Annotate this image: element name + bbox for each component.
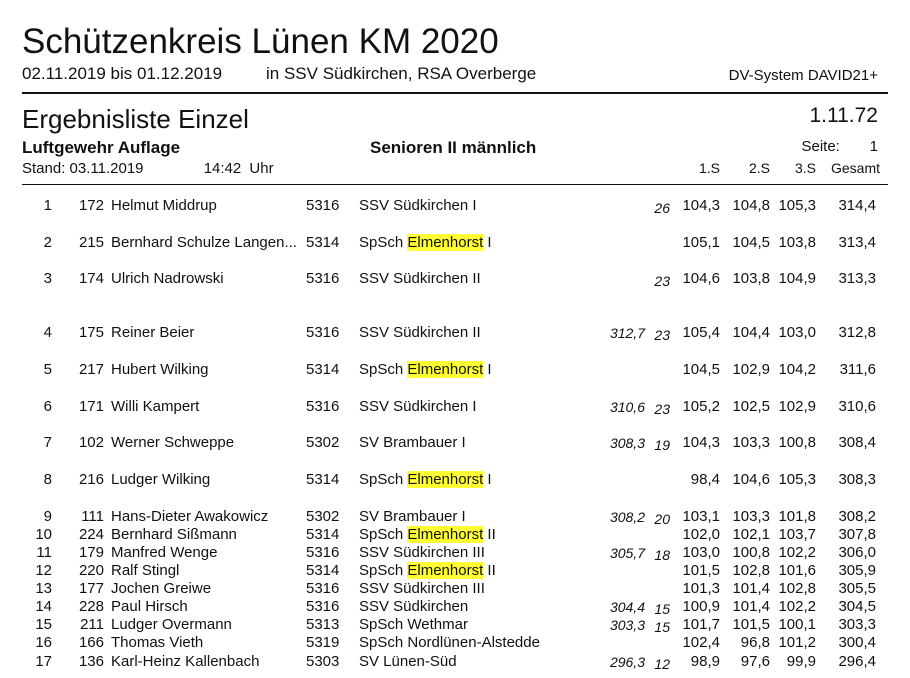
list-title: Ergebnisliste Einzel (22, 104, 249, 134)
club-name-highlight: Elmenhorst (407, 562, 484, 579)
start-number: 166 (78, 634, 104, 651)
series-2: 100,8 (732, 544, 770, 561)
extra-score: 296,3 (609, 654, 645, 670)
shooter-name: Hubert Wilking (111, 361, 209, 378)
shooter-name: Bernhard Sißmann (111, 526, 237, 543)
place: 15 (35, 616, 52, 633)
club-name-highlight: Elmenhorst (407, 471, 484, 488)
table-row (0, 544, 910, 562)
place: 10 (35, 526, 52, 543)
start-number: 228 (78, 598, 104, 615)
table-row (0, 234, 910, 252)
start-number: 102 (78, 434, 104, 451)
series-1: 101,5 (682, 562, 720, 579)
series-2: 101,4 (732, 580, 770, 597)
club-name (359, 361, 492, 379)
start-number: 177 (78, 580, 104, 597)
column-divider (22, 184, 888, 185)
event-location: in SSV Südkirchen, RSA Overberge (266, 64, 537, 83)
table-row (0, 653, 910, 671)
table-row (0, 197, 910, 215)
shooter-name: Ludger Overmann (111, 616, 232, 633)
series-3: 102,9 (778, 398, 816, 415)
shooter-name: Reiner Beier (111, 324, 195, 341)
start-number: 111 (81, 508, 104, 525)
series-3: 102,2 (778, 544, 816, 561)
page-label: Seite: (801, 138, 840, 155)
header-divider (22, 92, 888, 94)
tie-break: 23 (654, 273, 670, 289)
club-number: 5302 (306, 508, 340, 525)
series-1: 98,4 (690, 471, 720, 488)
extra-score: 308,3 (609, 435, 645, 451)
club-name-highlight: Elmenhorst (407, 361, 484, 378)
series-3: 100,1 (778, 616, 816, 633)
series-3: 103,0 (778, 324, 816, 341)
start-number: 171 (78, 398, 104, 415)
club-name (359, 616, 468, 634)
series-2: 104,5 (732, 234, 770, 251)
event-period: 02.11.2019 bis 01.12.2019 (22, 64, 223, 83)
start-number: 174 (78, 270, 104, 287)
club-name-part: SSV Südkirchen III (359, 580, 485, 597)
club-name-part: SSV Südkirchen (359, 598, 469, 615)
place: 6 (43, 398, 52, 415)
tie-break: 15 (654, 601, 670, 617)
column-header-total: Gesamt (830, 160, 880, 176)
tie-break: 19 (654, 437, 670, 453)
document-title: Schützenkreis Lünen KM 2020 (22, 22, 499, 61)
table-row (0, 361, 910, 379)
series-3: 104,2 (778, 361, 816, 378)
series-3: 101,2 (778, 634, 816, 651)
shooter-name: Jochen Greiwe (111, 580, 212, 597)
start-number: 217 (78, 361, 104, 378)
place: 3 (43, 270, 52, 287)
total-score: 310,6 (838, 398, 876, 415)
start-number: 220 (78, 562, 104, 579)
system-name: DV-System DAVID21+ (728, 67, 878, 84)
column-header-s1: 1.S (698, 160, 720, 176)
table-row (0, 634, 910, 652)
series-2: 96,8 (740, 634, 770, 651)
table-row (0, 598, 910, 616)
tie-break: 20 (654, 511, 670, 527)
place: 4 (43, 324, 52, 341)
series-2: 103,3 (732, 434, 770, 451)
series-3: 101,6 (778, 562, 816, 579)
series-3: 104,9 (778, 270, 816, 287)
total-score: 312,8 (838, 324, 876, 341)
club-name-part: SV Brambauer I (359, 434, 466, 451)
place: 9 (43, 508, 52, 525)
club-number: 5314 (306, 526, 340, 543)
club-name-part: SpSch (359, 471, 408, 488)
page-number: 1 (869, 138, 878, 155)
stand-info (22, 160, 274, 177)
club-name-part: II (483, 562, 496, 579)
club-number: 5314 (306, 361, 340, 378)
club-number: 5316 (306, 270, 340, 287)
tie-break: 26 (654, 200, 670, 216)
tie-break: 23 (654, 401, 670, 417)
series-3: 101,8 (778, 508, 816, 525)
club-name (359, 580, 485, 598)
start-number: 175 (78, 324, 104, 341)
series-3: 99,9 (786, 653, 816, 670)
column-header-s3: 3.S (794, 160, 816, 176)
discipline-label: Luftgewehr Auflage (22, 138, 181, 157)
total-score: 311,6 (839, 361, 876, 378)
start-number: 215 (78, 234, 104, 251)
place: 12 (35, 562, 52, 579)
club-name (359, 634, 540, 652)
club-name-part: SpSch Nordlünen-Alstedde (359, 634, 540, 651)
start-number: 216 (78, 471, 104, 488)
series-1: 104,3 (682, 197, 720, 214)
club-name-highlight: Elmenhorst (407, 234, 484, 251)
club-name-part: SpSch (359, 562, 408, 579)
club-number: 5303 (306, 653, 340, 670)
club-number: 5313 (306, 616, 340, 633)
series-2: 103,8 (732, 270, 770, 287)
club-number: 5316 (306, 398, 340, 415)
club-name-part: SSV Südkirchen I (359, 197, 477, 214)
place: 7 (43, 434, 52, 451)
club-name-part: I (483, 234, 492, 251)
place: 14 (35, 598, 52, 615)
club-name (359, 324, 481, 342)
table-row (0, 616, 910, 634)
table-row (0, 270, 910, 288)
total-score: 296,4 (838, 653, 876, 670)
stand-label: Stand: (22, 160, 66, 177)
club-number: 5314 (306, 562, 340, 579)
series-1: 104,6 (682, 270, 720, 287)
tie-break: 23 (654, 327, 670, 343)
table-row (0, 526, 910, 544)
table-row (0, 471, 910, 489)
extra-score: 303,3 (609, 617, 645, 633)
place: 2 (43, 234, 52, 251)
club-name-part: SSV Südkirchen II (359, 324, 481, 341)
club-name-part: SV Lünen-Süd (359, 653, 457, 670)
club-name (359, 234, 492, 252)
total-score: 306,0 (838, 544, 876, 561)
place: 8 (43, 471, 52, 488)
club-name-part: I (483, 361, 492, 378)
club-name-part: SV Brambauer I (359, 508, 466, 525)
total-score: 308,4 (838, 434, 876, 451)
club-number: 5314 (306, 234, 340, 251)
series-2: 102,9 (732, 361, 770, 378)
extra-score: 308,2 (609, 509, 645, 525)
start-number: 211 (80, 616, 104, 633)
series-1: 102,4 (682, 634, 720, 651)
shooter-name: Helmut Middrup (111, 197, 217, 214)
series-1: 105,4 (682, 324, 720, 341)
club-name-part: SSV Südkirchen I (359, 398, 477, 415)
series-1: 98,9 (690, 653, 720, 670)
series-3: 102,8 (778, 580, 816, 597)
place: 17 (35, 653, 52, 670)
series-1: 105,1 (682, 234, 720, 251)
extra-score: 304,4 (609, 599, 645, 615)
series-1: 100,9 (682, 598, 720, 615)
total-score: 308,2 (838, 508, 876, 525)
club-name (359, 544, 485, 562)
club-name (359, 562, 496, 580)
total-score: 313,4 (838, 234, 876, 251)
series-3: 103,8 (778, 234, 816, 251)
club-number: 5316 (306, 580, 340, 597)
shooter-name: Willi Kampert (111, 398, 200, 415)
start-number: 224 (78, 526, 104, 543)
club-name (359, 434, 466, 452)
series-2: 101,4 (732, 598, 770, 615)
place: 5 (43, 361, 52, 378)
series-1: 104,5 (682, 361, 720, 378)
table-row (0, 434, 910, 452)
shooter-name: Paul Hirsch (111, 598, 188, 615)
club-name (359, 197, 477, 215)
start-number: 172 (78, 197, 104, 214)
club-name-part: SpSch Wethmar (359, 616, 468, 633)
club-number: 5316 (306, 324, 340, 341)
club-name (359, 471, 492, 489)
page-indicator (801, 138, 878, 155)
series-3: 100,8 (778, 434, 816, 451)
place: 1 (43, 197, 52, 214)
tie-break: 18 (654, 547, 670, 563)
version-number: 1.11.72 (809, 104, 878, 127)
club-number: 5316 (306, 598, 340, 615)
shooter-name: Ludger Wilking (111, 471, 211, 488)
club-name-part: SpSch (359, 234, 408, 251)
table-row (0, 562, 910, 580)
series-2: 104,4 (732, 324, 770, 341)
series-2: 102,5 (732, 398, 770, 415)
table-row (0, 324, 910, 342)
total-score: 307,8 (838, 526, 876, 543)
series-1: 101,7 (682, 616, 720, 633)
start-number: 136 (78, 653, 104, 670)
series-3: 105,3 (778, 197, 816, 214)
club-number: 5316 (306, 544, 340, 561)
place: 16 (35, 634, 52, 651)
total-score: 314,4 (838, 197, 876, 214)
club-name-part: SSV Südkirchen III (359, 544, 485, 561)
series-2: 102,1 (732, 526, 770, 543)
column-header-s2: 2.S (748, 160, 770, 176)
series-3: 102,2 (778, 598, 816, 615)
series-2: 103,3 (732, 508, 770, 525)
class-label: Senioren II männlich (370, 138, 537, 157)
club-name (359, 398, 477, 416)
series-2: 104,8 (732, 197, 770, 214)
total-score: 313,3 (838, 270, 876, 287)
series-1: 103,0 (682, 544, 720, 561)
club-name (359, 508, 466, 526)
series-2: 97,6 (740, 653, 770, 670)
series-1: 103,1 (682, 508, 720, 525)
series-2: 102,8 (732, 562, 770, 579)
table-row (0, 580, 910, 598)
club-name-highlight: Elmenhorst (407, 526, 484, 543)
club-number: 5316 (306, 197, 340, 214)
total-score: 305,5 (838, 580, 876, 597)
shooter-name: Bernhard Schulze Langen... (111, 234, 297, 251)
club-name-part: SSV Südkirchen II (359, 270, 481, 287)
shooter-name: Ulrich Nadrowski (111, 270, 224, 287)
club-name (359, 598, 468, 616)
series-2: 101,5 (732, 616, 770, 633)
total-score: 304,5 (838, 598, 876, 615)
start-number: 179 (78, 544, 104, 561)
shooter-name: Ralf Stingl (111, 562, 180, 579)
club-name-part: II (483, 526, 496, 543)
place: 13 (35, 580, 52, 597)
place: 11 (36, 544, 52, 561)
tie-break: 12 (654, 656, 670, 672)
club-number: 5319 (306, 634, 340, 651)
club-name-part: SpSch (359, 361, 408, 378)
extra-score: 305,7 (609, 545, 645, 561)
shooter-name: Thomas Vieth (111, 634, 204, 651)
series-1: 101,3 (682, 580, 720, 597)
series-3: 103,7 (778, 526, 816, 543)
shooter-name: Hans-Dieter Awakowicz (111, 508, 269, 525)
stand-date: 03.11.2019 (69, 160, 144, 177)
club-name (359, 526, 496, 544)
shooter-name: Werner Schweppe (111, 434, 235, 451)
shooter-name: Karl-Heinz Kallenbach (111, 653, 260, 670)
club-name-part: SpSch (359, 526, 408, 543)
series-1: 104,3 (682, 434, 720, 451)
total-score: 303,3 (838, 616, 876, 633)
extra-score: 312,7 (609, 325, 645, 341)
series-3: 105,3 (778, 471, 816, 488)
club-name-part: I (483, 471, 492, 488)
total-score: 305,9 (838, 562, 876, 579)
table-row (0, 508, 910, 526)
series-1: 105,2 (682, 398, 720, 415)
club-name (359, 653, 457, 671)
stand-time: 14:42 (203, 160, 242, 177)
tie-break: 15 (654, 619, 670, 635)
total-score: 300,4 (838, 634, 876, 651)
table-row (0, 398, 910, 416)
club-number: 5302 (306, 434, 340, 451)
series-2: 104,6 (732, 471, 770, 488)
series-1: 102,0 (682, 526, 720, 543)
extra-score: 310,6 (609, 399, 645, 415)
total-score: 308,3 (838, 471, 876, 488)
shooter-name: Manfred Wenge (111, 544, 218, 561)
stand-unit: Uhr (249, 160, 274, 177)
club-number: 5314 (306, 471, 340, 488)
club-name (359, 270, 481, 288)
